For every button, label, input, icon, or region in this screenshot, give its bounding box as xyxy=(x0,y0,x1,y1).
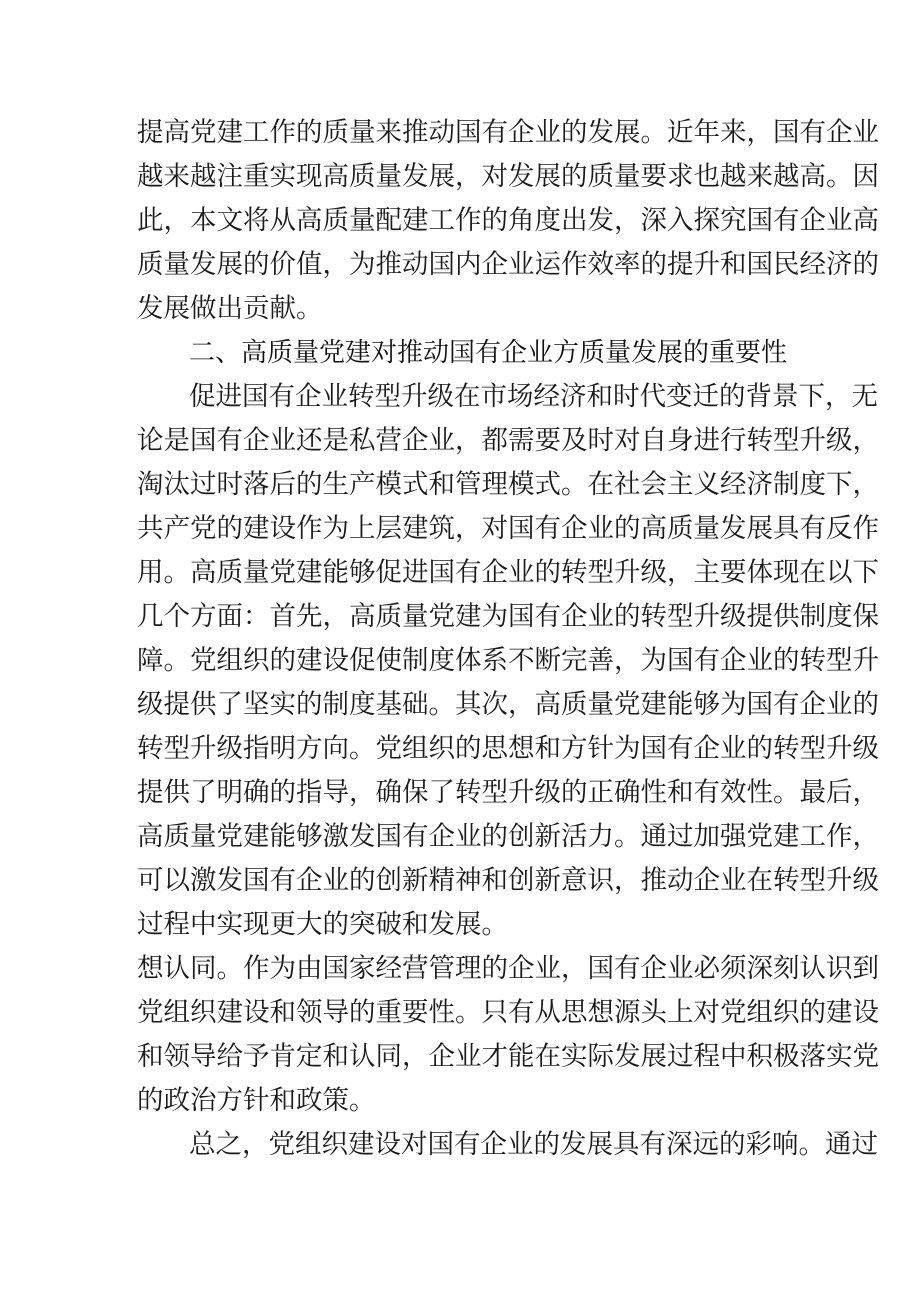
paragraph-1-line: 发展做出贡献。 xyxy=(137,293,323,324)
paragraph-1-line: 越来越注重实现高质量发展，对发展的质量要求也越来越高。因 xyxy=(137,161,879,192)
paragraph-3-line: 党组织建设和领导的重要性。只有从思想源头上对党组织的建设 xyxy=(137,997,879,1028)
paragraph-2-line: 障。党组织的建设促使制度体系不断完善，为国有企业的转型升 xyxy=(137,645,879,676)
paragraph-2-line: 几个方面：首先，高质量党建为国有企业的转型升级提供制度保 xyxy=(137,601,879,632)
paragraph-2-line: 促进国有企业转型升级在市场经济和时代变迁的背景下，无 xyxy=(189,381,878,412)
paragraph-2-line: 用。高质量党建能够促进国有企业的转型升级，主要体现在以下 xyxy=(137,557,879,588)
paragraph-2-line: 论是国有企业还是私营企业，都需要及时对自身进行转型升级， xyxy=(137,425,879,456)
paragraph-4-line: 总之，党组织建设对国有企业的发展具有深远的彩响。通过 xyxy=(189,1129,878,1160)
paragraph-2-line: 过程中实现更大的突破和发展。 xyxy=(137,909,508,940)
paragraph-3-line: 的政治方针和政策。 xyxy=(137,1085,376,1116)
paragraph-2-line: 高质量党建能够激发国有企业的创新活力。通过加强党建工作， xyxy=(137,821,879,852)
paragraph-3-line: 和领导给予肯定和认同，企业才能在实际发展过程中积极落实党 xyxy=(137,1041,879,1072)
paragraph-3-line: 想认同。作为由国家经营管理的企业，国有企业必须深刻认识到 xyxy=(137,953,879,984)
paragraph-1-line: 质量发展的价值，为推动国内企业运作效率的提升和国民经济的 xyxy=(137,249,879,280)
paragraph-1-line: 提高党建工作的质量来推动国有企业的发展。近年来，国有企业 xyxy=(137,117,879,148)
paragraph-2-line: 转型升级指明方向。党组织的思想和方针为国有企业的转型升级 xyxy=(137,733,879,764)
paragraph-1-line: 此，本文将从高质量配建工作的角度出发，深入探究国有企业高 xyxy=(137,205,879,236)
paragraph-2-line: 可以激发国有企业的创新精神和创新意识，推动企业在转型升级 xyxy=(137,865,879,896)
paragraph-2-line: 提供了明确的指导，确保了转型升级的正确性和有效性。最后， xyxy=(137,777,879,808)
paragraph-2-line: 共产党的建设作为上层建筑，对国有企业的高质量发展具有反作 xyxy=(137,513,879,544)
paragraph-2-line: 级提供了坚实的制度基础。其次，高质量党建能够为国有企业的 xyxy=(137,689,879,720)
section-heading: 二、高质量党建对推动国有企业方质量发展的重要性 xyxy=(189,338,788,368)
paragraph-2-line: 淘汰过时落后的生产模式和管理模式。在社会主义经济制度下， xyxy=(137,469,879,500)
